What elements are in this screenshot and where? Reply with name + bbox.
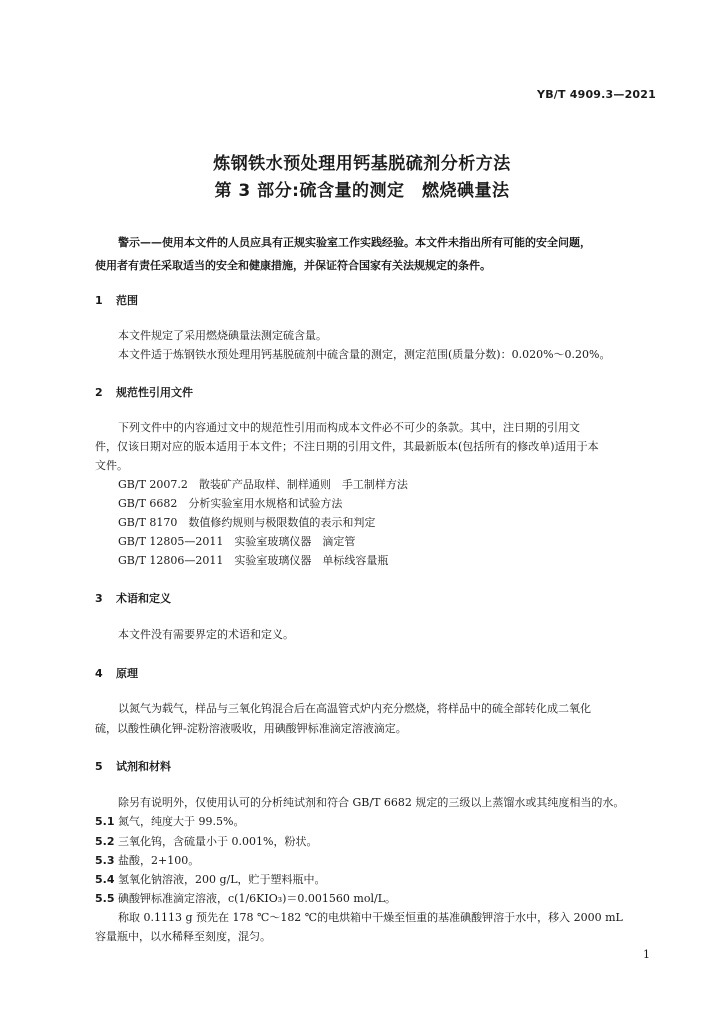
section-number: 4 <box>95 667 103 680</box>
clause-5-2 <box>95 833 317 849</box>
reference-title: 实验室玻璃仪器 单标线容量瓶 <box>234 554 389 567</box>
clause-text: 盐酸，2+100。 <box>118 854 200 867</box>
section-title: 试剂和材料 <box>116 760 171 773</box>
section-4-paragraph-line1: 以氮气为载气，样品与三氧化钨混合后在高温管式炉内充分燃烧，将样品中的硫全部转化成二氧化 <box>118 702 591 715</box>
section-number: 5 <box>95 760 103 773</box>
page-number: 1 <box>643 948 650 961</box>
warning-line2: 使用者有责任采取适当的安全和健康措施，并保证符合国家有关法规规定的条件。 <box>95 259 491 272</box>
section-2-paragraph-line2: 件，仅该日期对应的版本适用于本文件；不注日期的引用文件，其最新版本(包括所有的修改单)适用于本 <box>95 440 599 453</box>
clause-text: 氢氧化钠溶液，200 g/L，贮于塑料瓶中。 <box>118 873 326 886</box>
reference-code: GB/T 12805—2011 <box>118 535 224 548</box>
clause-number: 5.1 <box>95 815 115 828</box>
clause-number: 5.5 <box>95 892 115 905</box>
section-4-heading <box>95 665 138 681</box>
clause-number: 5.2 <box>95 835 115 848</box>
document-title-line2: 第 3 部分:硫含量的测定 燃烧碘量法 <box>214 181 510 201</box>
section-title: 规范性引用文件 <box>116 386 193 399</box>
reference-item <box>118 495 342 511</box>
section-1-paragraph-2: 本文件适于炼钢铁水预处理用钙基脱硫剂中硫含量的测定，测定范围(质量分数)：0.020%～0.20%。 <box>118 348 611 361</box>
reference-code: GB/T 12806—2011 <box>118 554 224 567</box>
clause-number: 5.3 <box>95 854 115 867</box>
reference-code: GB/T 6682 <box>118 497 178 510</box>
section-3-heading <box>95 590 171 606</box>
reference-item <box>118 552 388 568</box>
reference-title: 散装矿产品取样、制样通则 手工制样方法 <box>198 478 408 491</box>
clause-5-1 <box>95 813 244 829</box>
section-number: 2 <box>95 386 103 399</box>
section-5-intro: 除另有说明外，仅使用认可的分析纯试剂和符合 GB/T 6682 规定的三级以上蒸馏水或其纯度相当的水。 <box>118 796 625 809</box>
standard-code: YB/T 4909.3—2021 <box>537 88 656 101</box>
section-4-paragraph-line2: 硫，以酸性碘化钾-淀粉溶液吸收，用碘酸钾标准滴定溶液滴定。 <box>95 722 407 735</box>
section-1-paragraph-1: 本文件规定了采用燃烧碘量法测定硫含量。 <box>118 329 327 342</box>
reference-item <box>118 514 375 530</box>
clause-5-3 <box>95 852 199 868</box>
clause-text: 碘酸钾标准滴定溶液，c(1/6KIO₃)＝0.001560 mol/L。 <box>118 892 397 905</box>
section-5-heading <box>95 758 171 774</box>
section-title: 范围 <box>116 294 138 307</box>
warning-line1: 警示——使用本文件的人员应具有正规实验室工作实践经验。本文件未指出所有可能的安全问题， <box>118 236 591 249</box>
reference-title: 实验室玻璃仪器 滴定管 <box>234 535 356 548</box>
section-number: 3 <box>95 592 103 605</box>
clause-text: 氮气，纯度大于 99.5%。 <box>118 815 245 828</box>
section-title: 术语和定义 <box>116 592 171 605</box>
clause-5-5 <box>95 890 396 906</box>
reference-code: GB/T 2007.2 <box>118 478 188 491</box>
section-3-paragraph: 本文件没有需要界定的术语和定义。 <box>118 628 294 641</box>
reference-title: 数值修约规则与极限数值的表示和判定 <box>188 516 376 529</box>
clause-number: 5.4 <box>95 873 115 886</box>
section-2-paragraph-line3: 文件。 <box>95 459 128 472</box>
reference-code: GB/T 8170 <box>118 516 178 529</box>
reference-item <box>118 533 355 549</box>
section-1-heading <box>95 292 138 308</box>
document-title-line1: 炼钢铁水预处理用钙基脱硫剂分析方法 <box>213 154 511 174</box>
clause-5-5-body-line2: 容量瓶中，以水稀释至刻度，混匀。 <box>95 930 271 943</box>
section-title: 原理 <box>116 667 138 680</box>
clause-5-4 <box>95 871 326 887</box>
clause-5-5-body-line1: 称取 0.1113 g 预先在 178 ℃～182 ℃的电烘箱中干燥至恒重的基准碘酸钾溶于水中，移入 2000 mL <box>118 911 623 924</box>
section-2-paragraph-line1: 下列文件中的内容通过文中的规范性引用而构成本文件必不可少的条款。其中，注日期的引用文 <box>118 421 580 434</box>
clause-text: 三氧化钨，含硫量小于 0.001%，粉状。 <box>118 835 318 848</box>
reference-item <box>118 476 408 492</box>
section-number: 1 <box>95 294 103 307</box>
section-2-heading <box>95 384 193 400</box>
reference-title: 分析实验室用水规格和试验方法 <box>188 497 343 510</box>
